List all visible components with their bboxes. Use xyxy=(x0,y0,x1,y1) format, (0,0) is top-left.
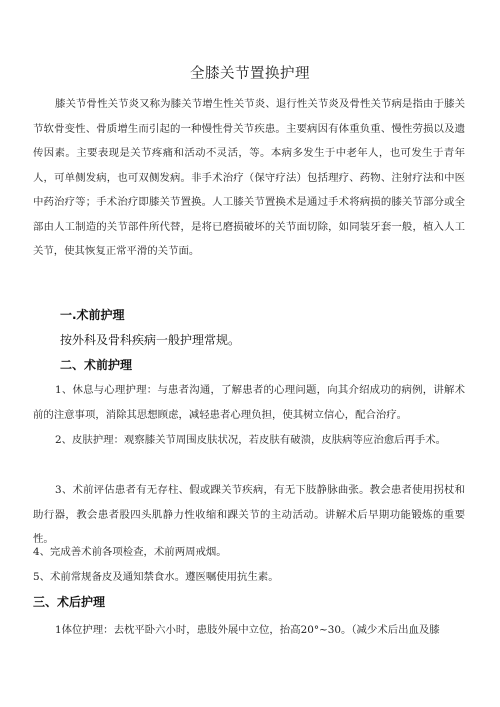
list-item: 5、术前常规备皮及通知禁食水。遵医嘱使用抗生素。 xyxy=(33,571,279,583)
list-item: 3、术前评估患者有无存柱、假或踝关节疾病，有无下肢静脉曲张。教会患者使用拐杖和助行器，教会患者股四头肌静力性收缩和踝关节的主动活动。讲解术后早期功能锻炼的重要性。 xyxy=(33,484,465,545)
section-heading-preop-1: 一.术前护理 xyxy=(60,308,125,322)
section-text-general-care: 按外科及骨科疾病一般护理常规。 xyxy=(60,333,241,347)
list-item: 1、休息与心理护理：与患者沟通，了解患者的心理问题，向其介绍成功的病例，讲解术前的注意事项，消除其思想顾虑，减轻患者心理负担，使其树立信心，配合治疗。 xyxy=(33,384,465,421)
document-title: 全膝关节置换护理 xyxy=(190,66,310,82)
list-item: 1体位护理：去枕平卧六小时，患肢外展中立位，抬高20°~30。（减少术后出血及膝 xyxy=(55,624,440,636)
section-heading-preop-2: 二、术前护理 xyxy=(60,358,133,372)
intro-paragraph: 膝关节骨性关节炎又称为膝关节增生性关节炎、退行性关节炎及骨性关节病是指由于膝关节软骨变性、骨质增生而引起的一种慢性骨关节疾患。主要病因有体重负重、慢性劳损以及遗传因素。主要表现是关节疼痛和活动不灵活，等。本病多发生于中老年人，也可发生于青年人，可单侧发病，也可双侧发病。非手术治疗（保守疗法）包括理疗、药物、注射疗法和中医中药治疗等；手术治疗即膝关节置换。人工膝关节置换术是通过手术将病损的膝关节部分或全部由人工制造的关节部件所代替，是将已磨损破坏的关节面切除，如同装牙套一般，植入人工关节，使其恢复正常平滑的关节面。 xyxy=(33,98,465,257)
list-item: 4、完成善术前各项检查，术前两周戒烟。 xyxy=(33,546,227,558)
section-heading-postop: 三、术后护理 xyxy=(33,595,106,609)
list-item: 2、皮肤护理：观察膝关节周围皮肤状况，若皮肤有破溃，皮肤病等应治愈后再手术。 xyxy=(55,434,447,446)
